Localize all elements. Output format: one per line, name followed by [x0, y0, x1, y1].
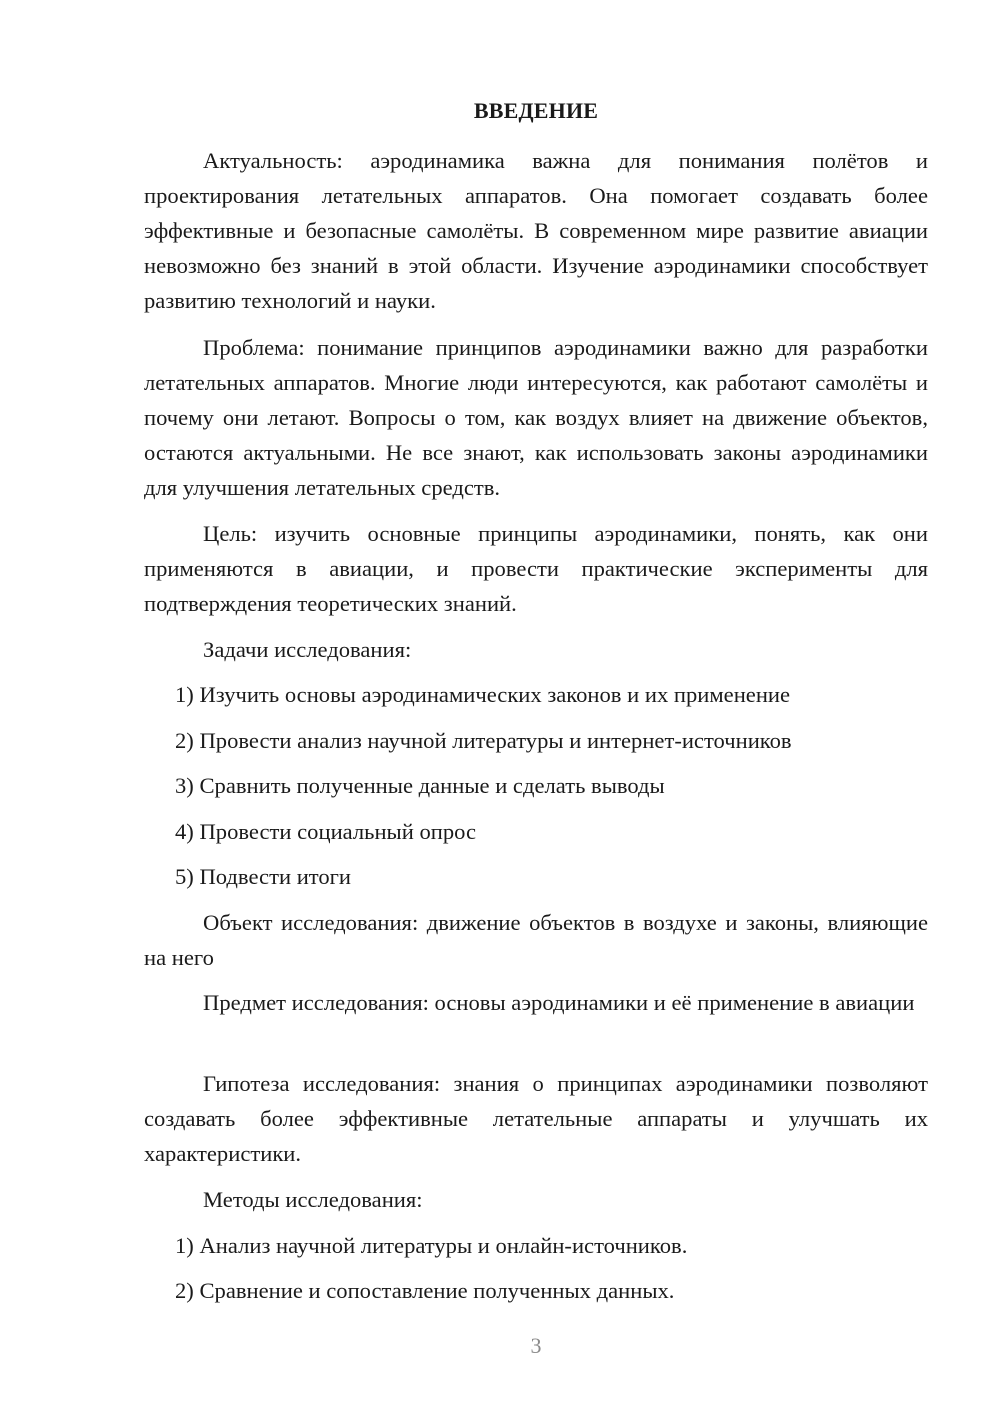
page-number: 3: [530, 1333, 542, 1358]
problem-paragraph: Проблема: понимание принципов аэродинамики важно для разработки летательных аппаратов. Многие люди интересуются, как работают самолёты и почему они летают. Вопросы о том, как воздух влияет на движение объектов, остаются актуальными. Не все знают, как использовать законы аэродинамики для улучшения летательных средств.: [144, 335, 928, 500]
task-item: 1) Изучить основы аэродинамических законов и их применение: [175, 682, 791, 707]
methods-heading: Методы исследования:: [203, 1187, 423, 1212]
task-item: 3) Сравнить полученные данные и сделать выводы: [175, 773, 665, 798]
method-item: 2) Сравнение и сопоставление полученных данных.: [175, 1278, 675, 1303]
object-paragraph: Объект исследования: движение объектов в воздухе и законы, влияющие на него: [144, 910, 928, 970]
goal-paragraph: Цель: изучить основные принципы аэродинамики, понять, как они применяются в авиации, и провести практические эксперименты для подтверждения теоретических знаний.: [144, 521, 928, 616]
tasks-heading: Задачи исследования:: [203, 637, 412, 662]
relevance-paragraph: Актуальность: аэродинамика важна для понимания полётов и проектирования летательных аппаратов. Она помогает создавать более эффективные и безопасные самолёты. В современном мире развитие авиации невозможно без знаний в этой области. Изучение аэродинамики способствует развитию технологий и науки.: [144, 148, 928, 313]
section-title: ВВЕДЕНИЕ: [473, 98, 599, 123]
task-item: 4) Провести социальный опрос: [175, 819, 477, 844]
hypothesis-paragraph: Гипотеза исследования: знания о принципах аэродинамики позволяют создавать более эффективные летательные аппараты и улучшать их характеристики.: [144, 1071, 928, 1166]
task-item: 5) Подвести итоги: [175, 864, 352, 889]
subject-paragraph: Предмет исследования: основы аэродинамики и её применение в авиации: [203, 990, 915, 1015]
task-item: 2) Провести анализ научной литературы и интернет-источников: [175, 728, 792, 753]
method-item: 1) Анализ научной литературы и онлайн-источников.: [175, 1233, 688, 1258]
